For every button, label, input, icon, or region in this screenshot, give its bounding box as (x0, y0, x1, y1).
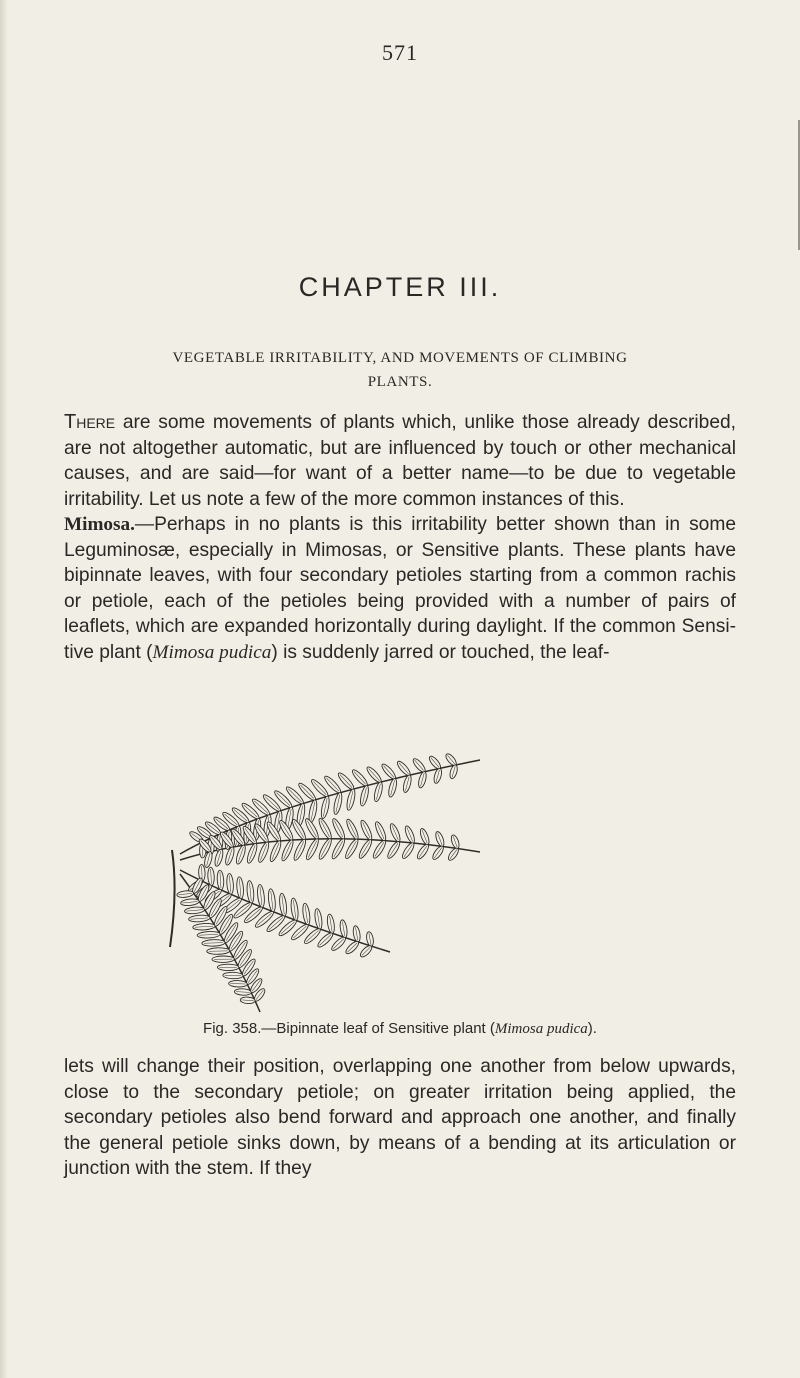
species-name: Mimosa pudica (152, 641, 272, 663)
figure-caption (0, 1020, 800, 1038)
paragraph-intro (64, 410, 736, 665)
chapter-heading: CHAPTER III. (298, 272, 502, 302)
run-in-heading: Mimosa. (64, 514, 135, 535)
paragraph-text: —Perhaps in no plants is this irritability better shown than in some Leguminosæ, especially in Mimosas, or Sensitive plants. These plants have bipinnate leaves, with four secondary petioles starting from a common rachis or petiole, each of the petioles being provided with a number of pairs of leaflets, which are expanded horizontally during daylight. If the common Sensitive plant ( (64, 514, 736, 663)
chapter-subtitle: VEGETABLE IRRITABILITY, AND MOVEMENTS OF CLIMBING PLANTS. (172, 350, 628, 390)
page-edge (0, 0, 8, 1378)
paragraph-text: ) is suddenly jarred or touched, the leaf- (271, 641, 610, 663)
paragraph-continued: lets will change their position, overlapping one another from below upwards, close to the secondary petiole; on greater irritation being applied, the secondary petioles also bend forward and approach one another, and finally the general petiole sinks down, by means of a bending at its articulation or junction with the stem. If they (64, 1056, 736, 1179)
bipinnate-leaf-illustration (150, 742, 680, 1032)
page-number: 571 (382, 40, 418, 65)
caption-species: Mimosa pudica (494, 1021, 588, 1037)
lead-word: There (64, 411, 116, 433)
caption-end: ). (587, 1020, 597, 1037)
caption-label: Fig. 358.—Bipinnate leaf of Sensitive plant ( (203, 1020, 495, 1037)
paragraph-text: are some movements of plants which, unlike those already described, are not altogether automatic, but are influenced by touch or other mechanical causes, and are said—for want of a better name—to be due to vegetable irritability. Let us note a few of the more common instances of this. (64, 412, 736, 510)
